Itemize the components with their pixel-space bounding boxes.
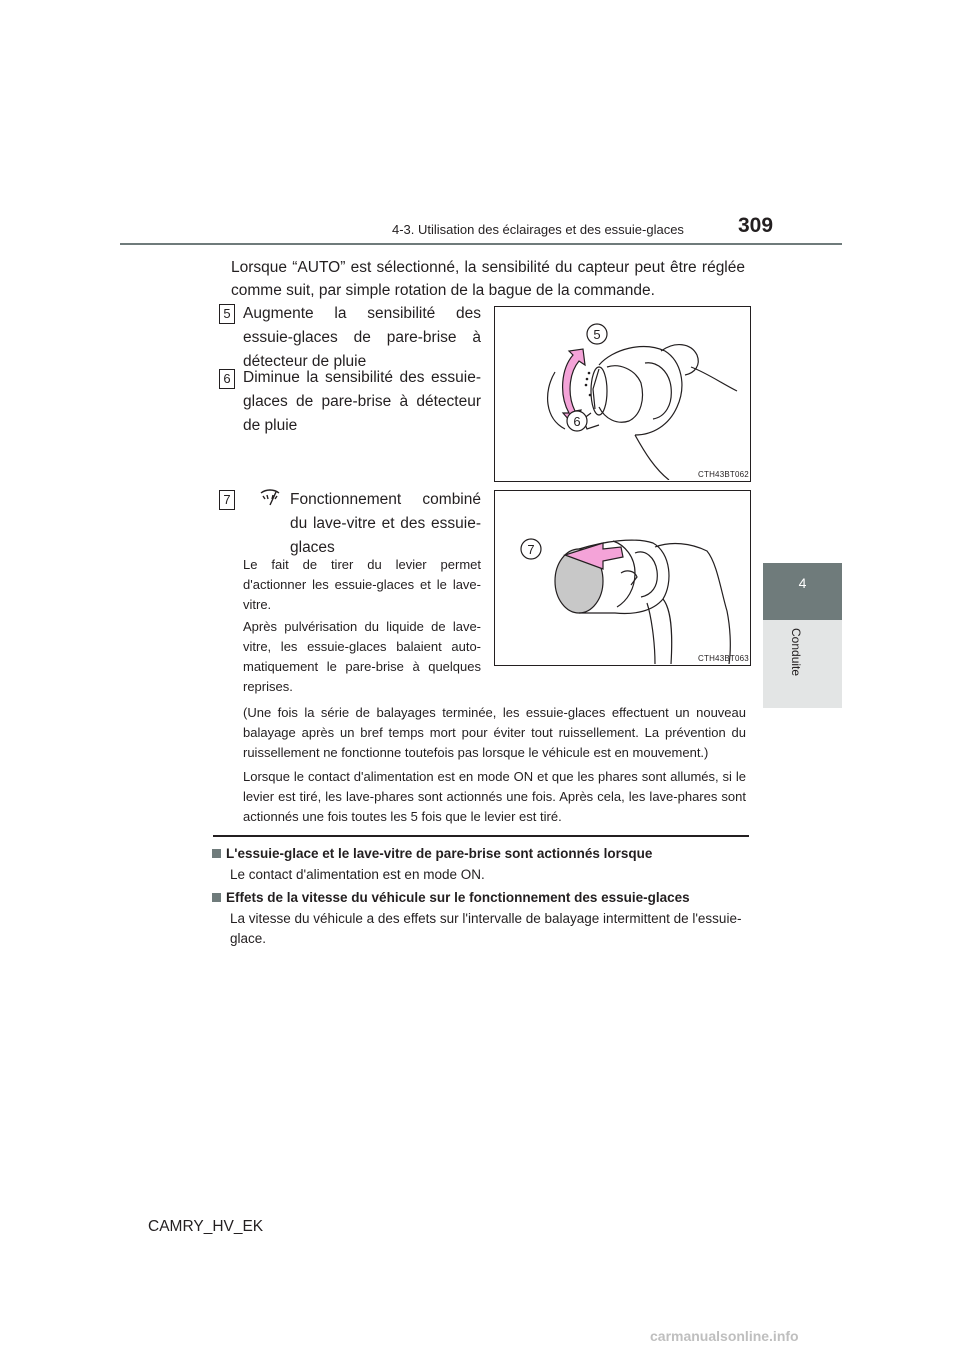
item-6-line-3: de pluie (243, 417, 298, 434)
section-title: 4-3. Utilisation des éclairages et des essuie-glaces (392, 222, 684, 237)
headlight-washer-paragraph: Lorsque le contact d'alimentation est en mode ON et que les phares sont allumés, si le levier est tiré, les lave-phares sont actionnés une fois. Après cela, les lave-phares sont actionnés une fois toutes les 5 fois que le levier est tiré. (243, 769, 746, 824)
model-code: CAMRY_HV_EK (148, 1218, 264, 1235)
notes-divider (213, 835, 749, 837)
detail-2-line-1: Après pulvérisation du liquide de lave- (243, 619, 481, 634)
detail-1-line-1: Le fait de tirer du levier permet (243, 557, 481, 572)
note-text-2: La vitesse du véhicule a des effets sur l'intervalle de balayage intermittent de l'essuie-glace. (230, 911, 742, 946)
detail-2-line-4: reprises. (243, 679, 293, 694)
detail-1-line-3: vitre. (243, 597, 272, 612)
figure-label-6: 6 (573, 414, 581, 429)
note-text-1: Le contact d'alimentation est en mode ON. (230, 867, 485, 882)
note-title-2-text: Effets de la vitesse du véhicule sur le fonctionnement des essuie-glaces (226, 890, 690, 905)
item-5-text (243, 302, 481, 374)
item-7-text (290, 488, 481, 560)
bullet-square-icon (212, 849, 221, 858)
item-5-line-1: Augmente la sensibilité des (243, 305, 481, 322)
detail-2-line-3: matiquement le pare-brise à quelques (243, 659, 481, 674)
lever-pull-illustration (495, 491, 749, 664)
page-number: 309 (738, 214, 774, 237)
item-7-line-2: du lave-vitre et des essuie- (290, 515, 481, 532)
figure-label-7: 7 (527, 542, 535, 557)
note-title-1-text: L'essuie-glace et le lave-vitre de pare-brise sont actionnés lorsque (226, 846, 653, 861)
lever-ring-illustration (495, 307, 749, 480)
callout-badge-5: 5 (219, 304, 235, 324)
washer-wiper-icon (258, 487, 282, 507)
detail-2-line-2: vitre, les essuie-glaces balaient auto- (243, 639, 481, 654)
item-6-line-2: glaces de pare-brise à détecteur (243, 393, 481, 410)
figure-washer-pull (494, 490, 751, 666)
anti-drip-paragraph: (Une fois la série de balayages terminée, les essuie-glaces effectuent un nouveau balayage après un bref temps mort pour éviter tout ruissellement. La prévention du ruissellement ne fonctionne toutefois pas lorsque le véhicule est en mouvement.) (243, 705, 746, 760)
bullet-square-icon (212, 893, 221, 902)
watermark: carmanualsonline.info (650, 1328, 799, 1344)
item-6-line-1: Diminue la sensibilité des essuie- (243, 369, 481, 386)
item-5-line-2: essuie-glaces de pare-brise à (243, 329, 481, 346)
note-title-2 (212, 890, 690, 905)
figure-code-1: CTH43BT062 (698, 470, 749, 479)
item-7-line-1: Fonctionnement combiné (290, 491, 481, 508)
figure-code-2: CTH43BT063 (698, 654, 749, 663)
header-divider (120, 243, 842, 245)
figure-wiper-sensitivity (494, 306, 751, 482)
item-6-text (243, 366, 481, 438)
chapter-number: 4 (798, 575, 807, 591)
callout-badge-7: 7 (219, 490, 235, 510)
item-7-line-3: glaces (290, 539, 335, 556)
chapter-label: Conduite (789, 628, 803, 677)
intro-paragraph: Lorsque “AUTO” est sélectionné, la sensibilité du capteur peut être réglée comme suit, par simple rotation de la bague de la commande. (231, 259, 745, 299)
item-7-detail-2 (243, 617, 481, 697)
note-title-1 (212, 846, 652, 861)
callout-badge-6: 6 (219, 369, 235, 389)
item-5-line-3: détecteur de pluie (243, 353, 367, 370)
item-7-detail-1 (243, 555, 481, 615)
detail-1-line-2: d'actionner les essuie-glaces et le lave- (243, 577, 481, 592)
chapter-tab[interactable] (763, 563, 842, 620)
figure-label-5: 5 (593, 327, 601, 342)
